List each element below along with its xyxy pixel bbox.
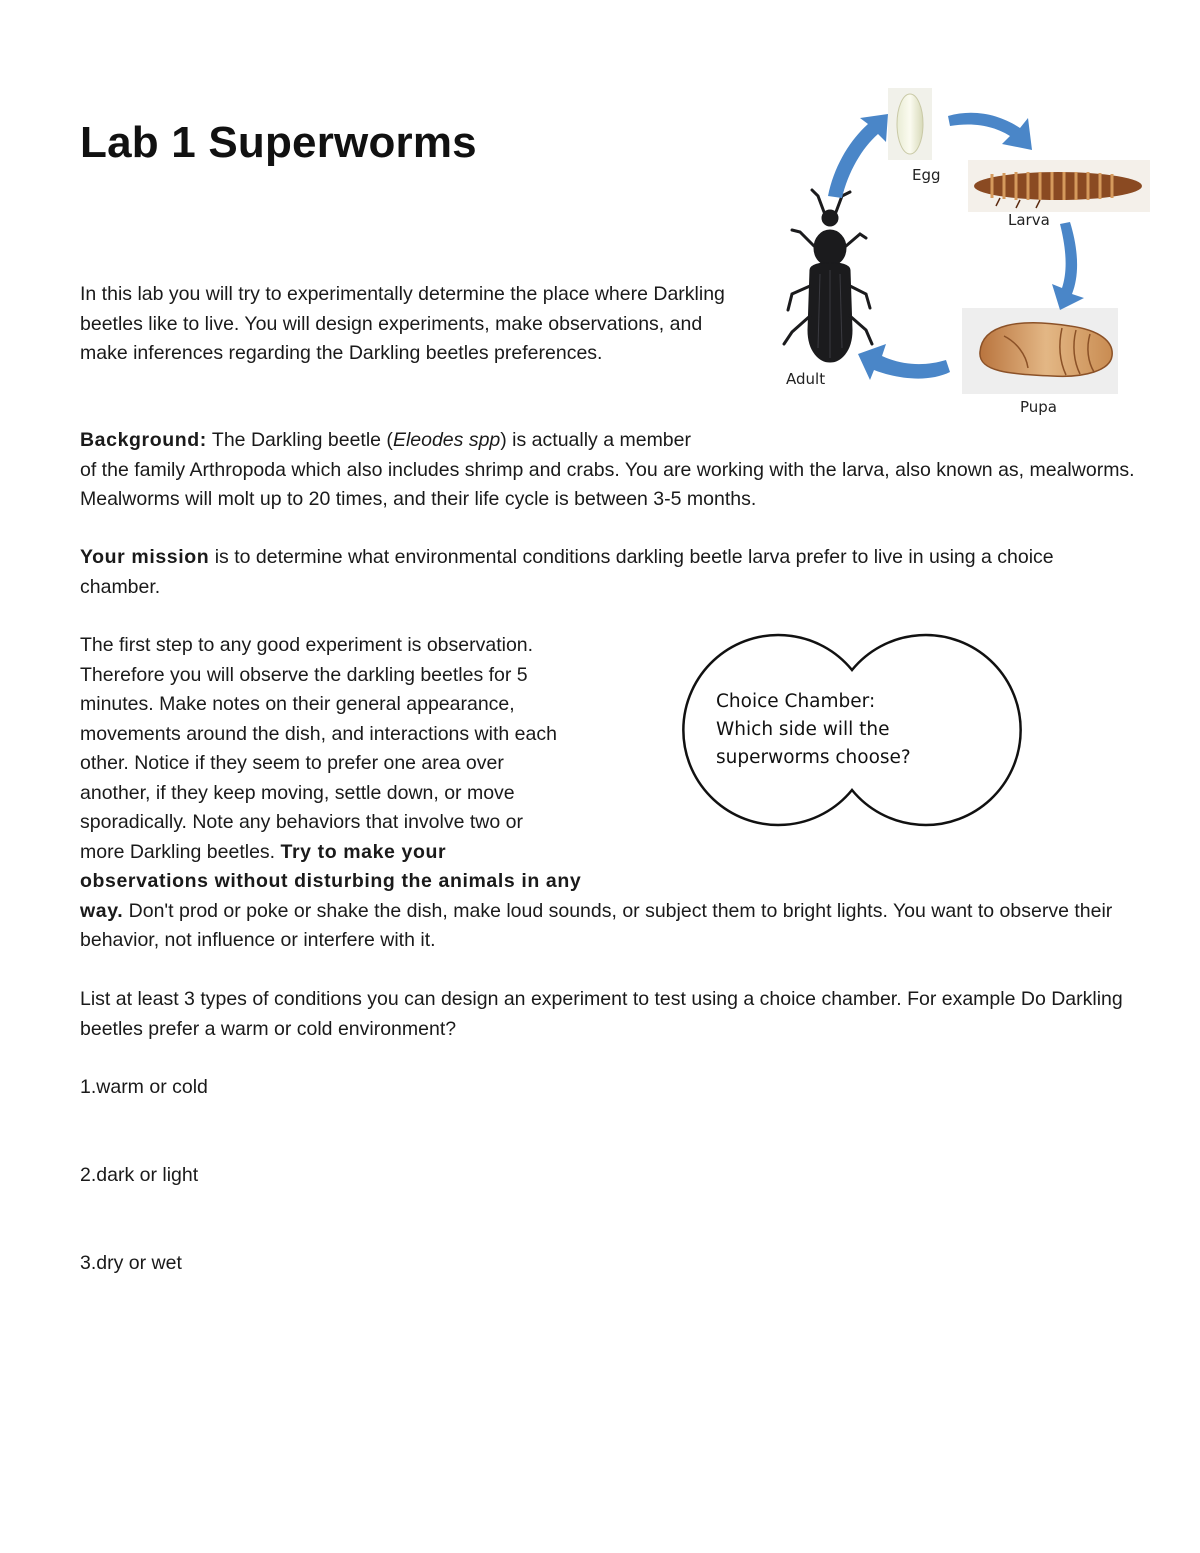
observation-line: Therefore you will observe the darkling beetles for 5	[80, 663, 528, 686]
choice-chamber-line: Which side will the	[716, 719, 890, 740]
observation-emphasis: Try to make your	[280, 840, 447, 863]
intro-paragraph: In this lab you will try to experimentally determine the place where Darkling beetles like to live. You will design experiments, make observations, and make inferences regarding the Darkling beetles preferences.	[80, 283, 725, 364]
pupa-icon	[962, 308, 1118, 394]
species-name: Eleodes spp	[392, 429, 501, 451]
observation-line	[80, 897, 1140, 956]
mission-label: Your mission	[80, 546, 210, 568]
mission-paragraph	[80, 543, 1120, 602]
larva-icon	[968, 160, 1150, 212]
observation-line: movements around the dish, and interactions with each	[80, 722, 557, 745]
answer-2: 2.dark or light	[80, 1164, 199, 1186]
observation-tail: Don't prod or poke or shake the dish, make loud sounds, or subject them to bright lights. You want to observe their behavior, not influence or interfere with it.	[80, 899, 1113, 951]
observation-text: more Darkling beetles.	[80, 840, 281, 863]
life-cycle-illustration	[770, 80, 1160, 420]
page-title: Lab 1 Superworms	[80, 118, 477, 167]
observation-line: The first step to any good experiment is observation.	[80, 634, 534, 656]
mission-text: is to determine what environmental conditions darkling beetle larva prefer to live in using a choice chamber.	[80, 546, 1054, 598]
adult-label: Adult	[786, 370, 826, 388]
egg-label: Egg	[912, 166, 941, 184]
observation-emphasis: observations without disturbing the animals in any	[80, 870, 582, 892]
answer-1: 1.warm or cold	[80, 1076, 208, 1098]
observation-emphasis: way.	[80, 899, 124, 922]
observation-line: other. Notice if they seem to prefer one area over	[80, 752, 504, 774]
observation-line	[80, 867, 1140, 897]
answer-3: 3.dry or wet	[80, 1252, 182, 1274]
adult-beetle-icon	[784, 190, 872, 362]
background-label: Background:	[80, 429, 207, 451]
observation-line	[80, 838, 1140, 868]
observation-line: another, if they keep moving, settle down, or move	[80, 781, 515, 804]
background-text-3: of the family Arthropoda which also includes shrimp and crabs. You are working with the larva, also known as, mealworms. Mealworms will molt up to 20 times, and their life cycle is between 3-5 months.	[80, 458, 1135, 510]
egg-icon	[888, 88, 932, 160]
background-text-2: ) is actually a member	[500, 429, 691, 451]
background-text-1: The Darkling beetle (	[206, 429, 393, 451]
pupa-label: Pupa	[1020, 398, 1058, 416]
background-paragraph	[80, 426, 1140, 515]
life-cycle-diagram	[770, 80, 1160, 420]
list-prompt: List at least 3 types of conditions you can design an experiment to test using a choice chamber. For example Do Darkling beetles prefer a warm or cold environment?	[80, 988, 1123, 1040]
larva-label: Larva	[1008, 211, 1050, 229]
choice-chamber-line: Choice Chamber:	[716, 691, 876, 712]
observation-line: sporadically. Note any behaviors that involve two or	[80, 811, 523, 833]
choice-chamber-line: superworms choose?	[716, 747, 911, 768]
observation-line: minutes. Make notes on their general appearance,	[80, 693, 515, 715]
choice-chamber-caption	[716, 688, 956, 772]
